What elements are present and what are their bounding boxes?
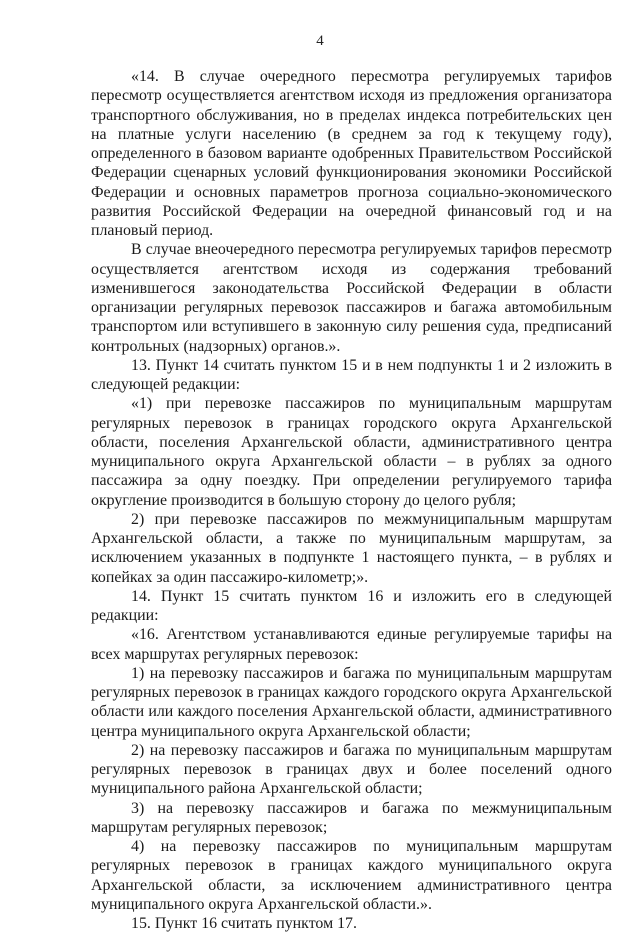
subparagraph-1-municipal-routes: «1) при перевозке пассажиров по муниципальным маршрутам регулярных перевозок в границах городского округа Архангельской области, поселения Архангельской области, административного центра муниципального округа Архангельской области – в рублях за одного пассажира за одну поездку. При определении регулируемого тарифа округление производится в большую сторону до целого рубля; — [91, 395, 612, 509]
list-item-4: 4) на перевозку пассажиров по муниципальным маршрутам регулярных перевозок в границах каждого муниципального округа Архангельской области, за исключением административного центра муниципального округа Архангельской области.». — [91, 838, 612, 913]
paragraph-amendment-13: 13. Пункт 14 считать пунктом 15 и в нем подпункты 1 и 2 изложить в следующей редакции: — [91, 356, 612, 393]
paragraph-extraordinary-revision: В случае внеочередного пересмотра регулируемых тарифов пересмотр осуществляется агентством исходя из содержания требований изменившегося законодательства Российской Федерации в области организации регулярных перевозок пассажиров и багажа автомобильным транспортом или вступившего в законную силу решения суда, предписаний контрольных (надзорных) органов.». — [91, 241, 612, 355]
list-item-3: 3) на перевозку пассажиров и багажа по межмуниципальным маршрутам регулярных перевозок; — [91, 799, 612, 836]
subparagraph-2-intermunicipal-routes: 2) при перевозке пассажиров по межмуниципальным маршрутам Архангельской области, а также по муниципальным маршрутам, за исключением указанных в подпункте 1 настоящего пункта, – в рублях и копейках за один пассажиро-километр;». — [91, 510, 612, 586]
paragraph-14-regular-revision: «14. В случае очередного пересмотра регулируемых тарифов пересмотр осуществляется агентством исходя из предложения организатора транспортного обслуживания, но в пределах индекса потребительских цен на платные услуги населению (в среднем за год к текущему году), определенного в базовом варианте одобренных Правительством Российской Федерации сценарных условий функционирования экономики Российской Федерации и основных параметров прогноза социально-экономического развития Российской Федерации на очередной финансовый год и на плановый период. — [91, 68, 612, 239]
paragraph-amendment-14: 14. Пункт 15 считать пунктом 16 и изложить его в следующей редакции: — [91, 587, 612, 624]
page-number: 4 — [316, 33, 324, 49]
document-body — [91, 67, 612, 933]
paragraph-16-uniform-tariffs: «16. Агентством устанавливаются единые регулируемые тарифы на всех маршрутах регулярных перевозок: — [91, 626, 612, 663]
list-item-2: 2) на перевозку пассажиров и багажа по муниципальным маршрутам регулярных перевозок в границах двух и более поселений одного муниципального района Архангельской области; — [91, 741, 612, 798]
list-item-1: 1) на перевозку пассажиров и багажа по муниципальным маршрутам регулярных перевозок в границах каждого городского округа Архангельской области или каждого поселения Архангельской области, административного центра муниципального округа Архангельской области; — [91, 664, 612, 740]
paragraph-amendment-15: 15. Пункт 16 считать пунктом 17. — [131, 915, 357, 932]
